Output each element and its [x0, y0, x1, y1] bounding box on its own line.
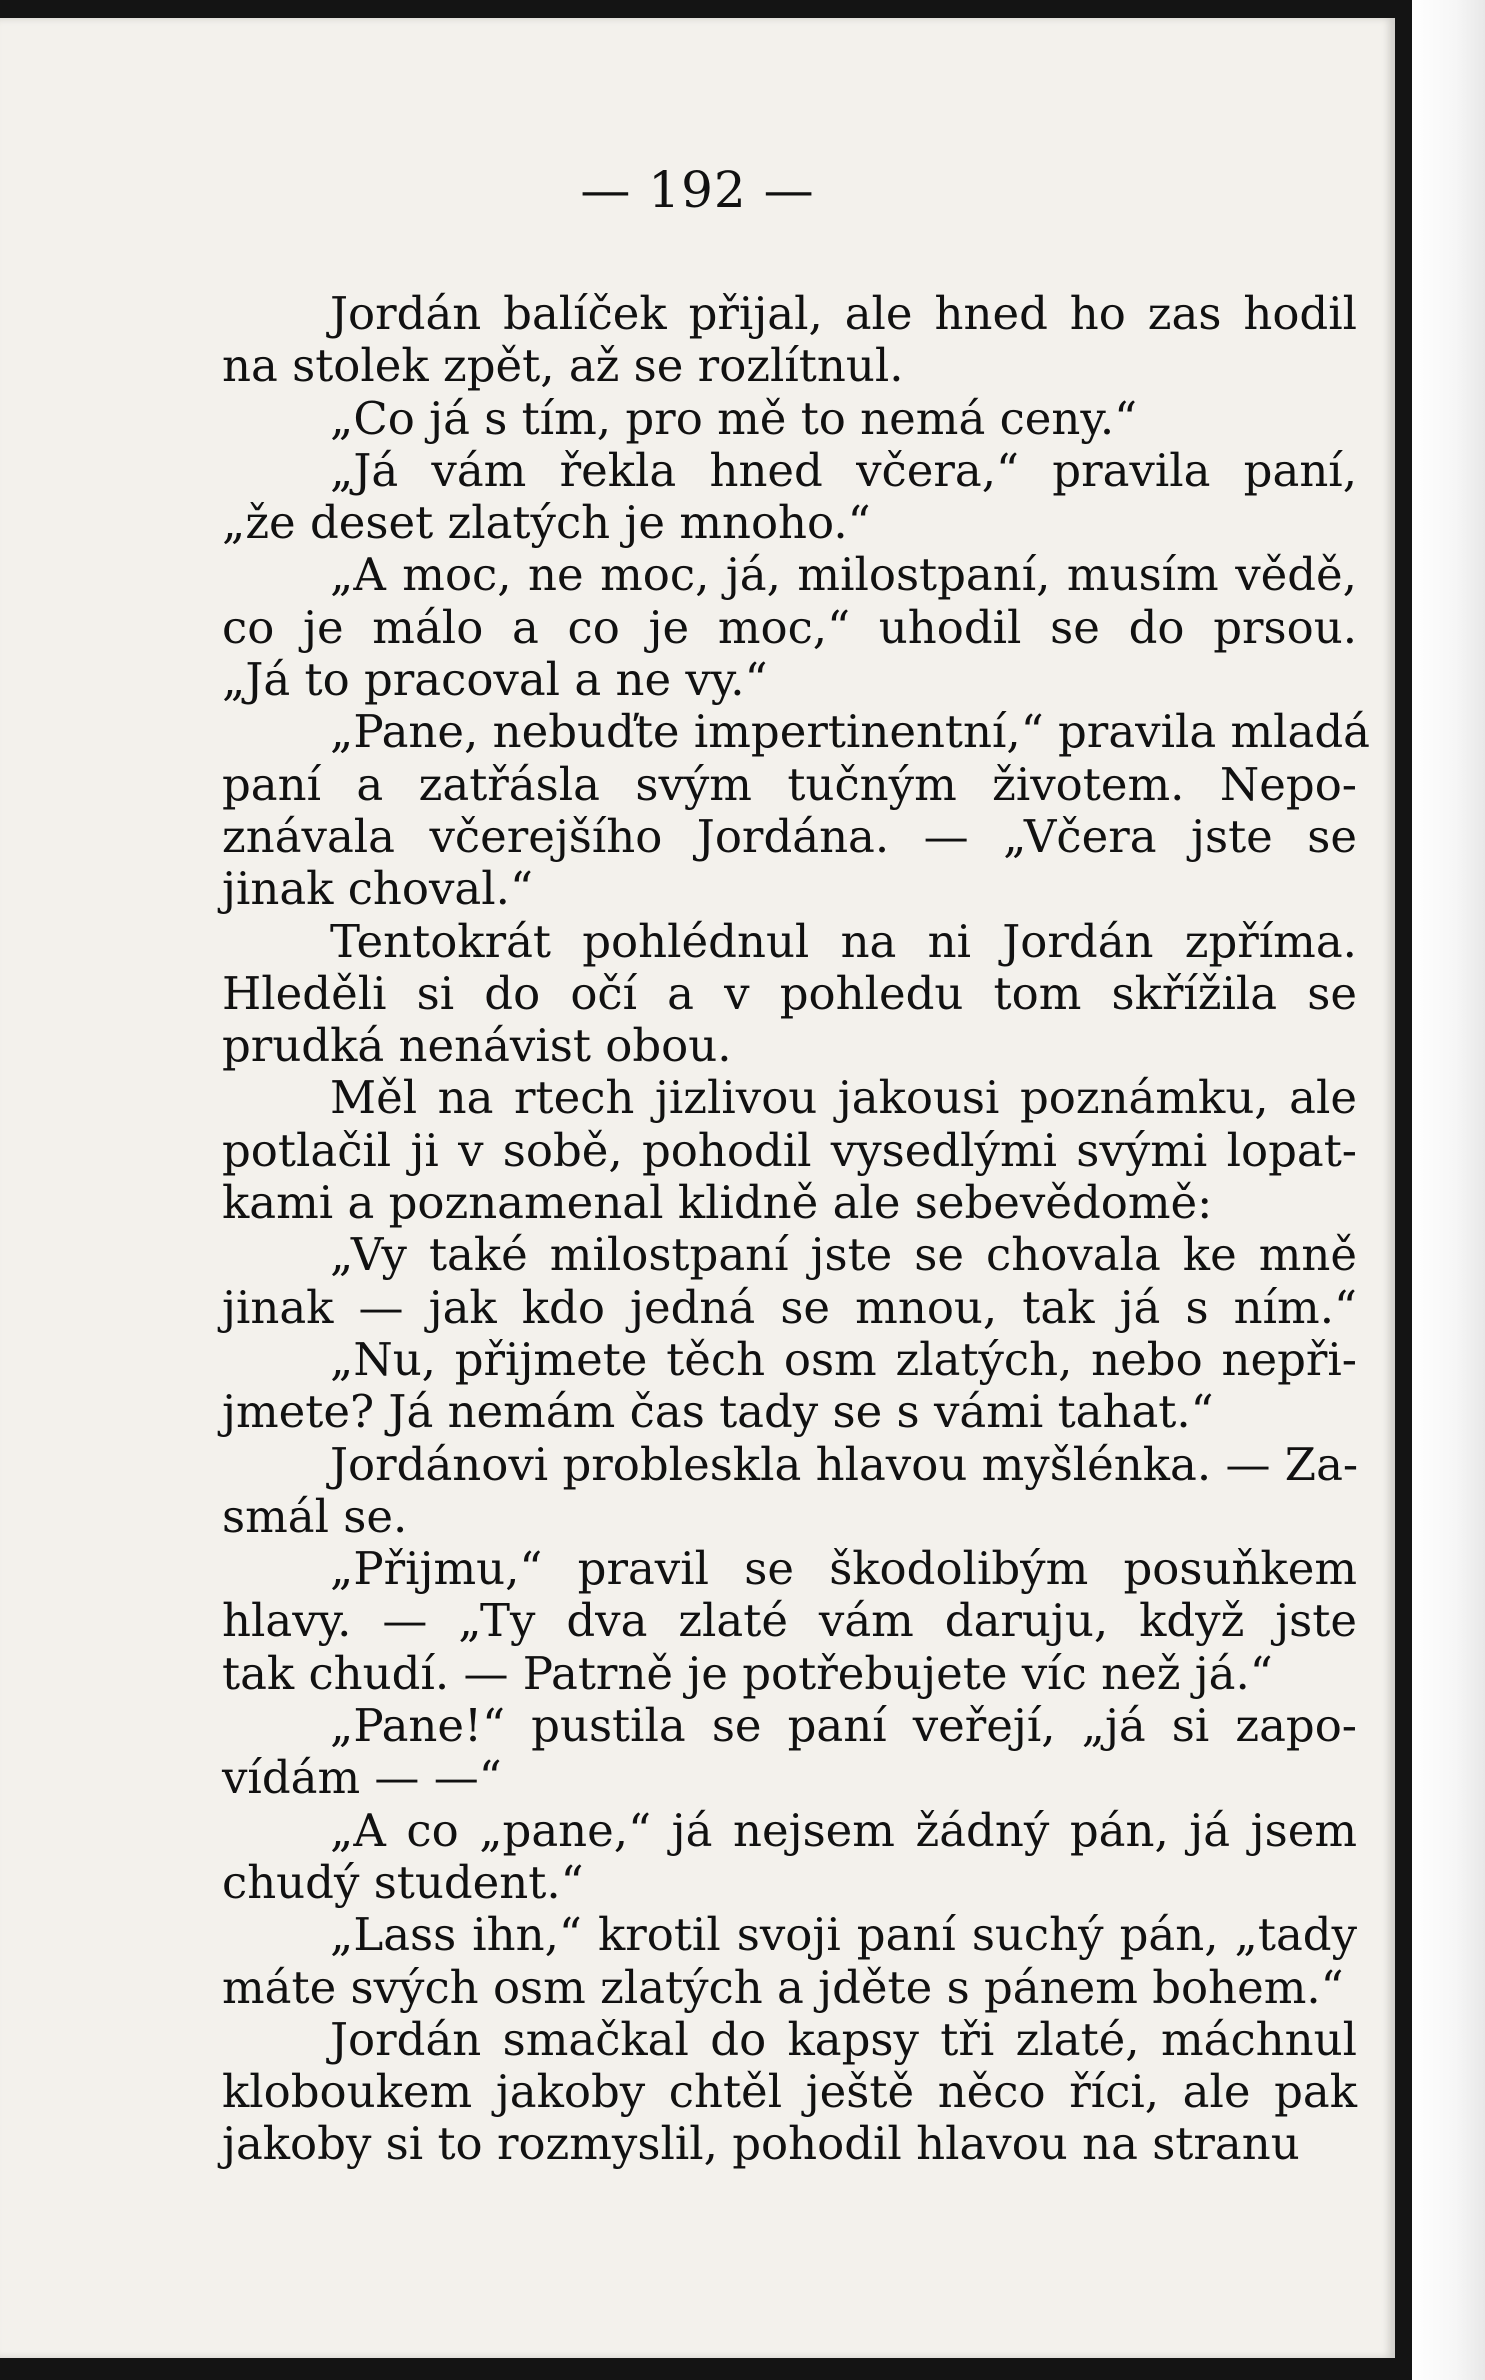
book-page	[0, 18, 1395, 2358]
text-line: paní a zatřásla svým tučným životem. Nepo-	[222, 757, 1357, 811]
text-line: jinak choval.“	[222, 862, 533, 916]
text-line: prudká nenávist obou.	[222, 1019, 732, 1073]
text-line: „Vy také milostpaní jste se chovala ke mně	[330, 1228, 1357, 1282]
text-line: Měl na rtech jizlivou jakousi poznámku, ale	[330, 1071, 1357, 1125]
text-line: „A co „pane,“ já nejsem žádný pán, já jsem	[330, 1803, 1357, 1857]
text-line: co je málo a co je moc,“ uhodil se do prsou.	[222, 600, 1357, 654]
text-line: tak chudí. — Patrně je potřebujete víc než já.“	[222, 1646, 1273, 1700]
page-number: — 192 —	[580, 161, 815, 219]
text-line: „Co já s tím, pro mě to nemá ceny.“	[330, 391, 1138, 445]
text-line: „Já to pracoval a ne vy.“	[222, 653, 768, 707]
text-line: Jordán balíček přijal, ale hned ho zas hodil	[330, 287, 1357, 340]
text-line: „Lass ihn,“ krotil svoji paní suchý pán, „tady	[330, 1908, 1357, 1962]
text-line: Jordánovi probleskla hlavou myšlénka. — Za-	[330, 1437, 1359, 1491]
text-line: znávala včerejšího Jordána. — „Včera jste se	[222, 809, 1357, 863]
text-line: „Já vám řekla hned včera,“ pravila paní,	[330, 443, 1357, 497]
text-line: „A moc, ne moc, já, milostpaní, musím vědě,	[330, 548, 1357, 602]
text-line: „Přijmu,“ pravil se škodolibým posuňkem	[330, 1542, 1357, 1596]
text-line: smál se.	[222, 1489, 408, 1543]
text-line: potlačil ji v sobě, pohodil vysedlými svými lopat-	[222, 1123, 1357, 1177]
text-line: „že deset zlatých je mnoho.“	[222, 496, 871, 550]
text-line: jinak — jak kdo jedná se mnou, tak já s ním.“	[222, 1280, 1357, 1334]
text-line: vídám — —“	[222, 1751, 502, 1805]
text-line: Jordán smačkal do kapsy tři zlaté, máchnul	[330, 2012, 1357, 2066]
text-line: na stolek zpět, až se rozlítnul.	[222, 339, 904, 393]
text-line: kami a poznamenal klidně ale sebevědomě:	[222, 1176, 1213, 1230]
text-line: jakoby si to rozmyslil, pohodil hlavou na stranu	[222, 2117, 1300, 2171]
body-text	[222, 287, 1371, 2171]
text-line: „Nu, přijmete těch osm zlatých, nebo nepři-	[330, 1332, 1357, 1386]
text-line: máte svých osm zlatých a jděte s pánem bohem.“	[222, 1960, 1344, 2014]
text-line: Tentokrát pohlédnul na ni Jordán zpříma.	[330, 914, 1357, 968]
text-line: jmete? Já nemám čas tady se s vámi tahat.“	[222, 1385, 1214, 1439]
text-line: hlavy. — „Ty dva zlaté vám daruju, když jste	[222, 1594, 1357, 1648]
text-line: Hleděli si do očí a v pohledu tom skřížila se	[222, 966, 1357, 1020]
text-line: kloboukem jakoby chtěl ještě něco říci, ale pak	[222, 2065, 1357, 2119]
page-edge	[1412, 0, 1485, 2380]
text-line: „Pane, nebuďte impertinentní,“ pravila mladá	[330, 705, 1371, 759]
text-line: „Pane!“ pustila se paní veřejí, „já si zapo-	[330, 1699, 1357, 1753]
text-line: chudý student.“	[222, 1855, 584, 1909]
